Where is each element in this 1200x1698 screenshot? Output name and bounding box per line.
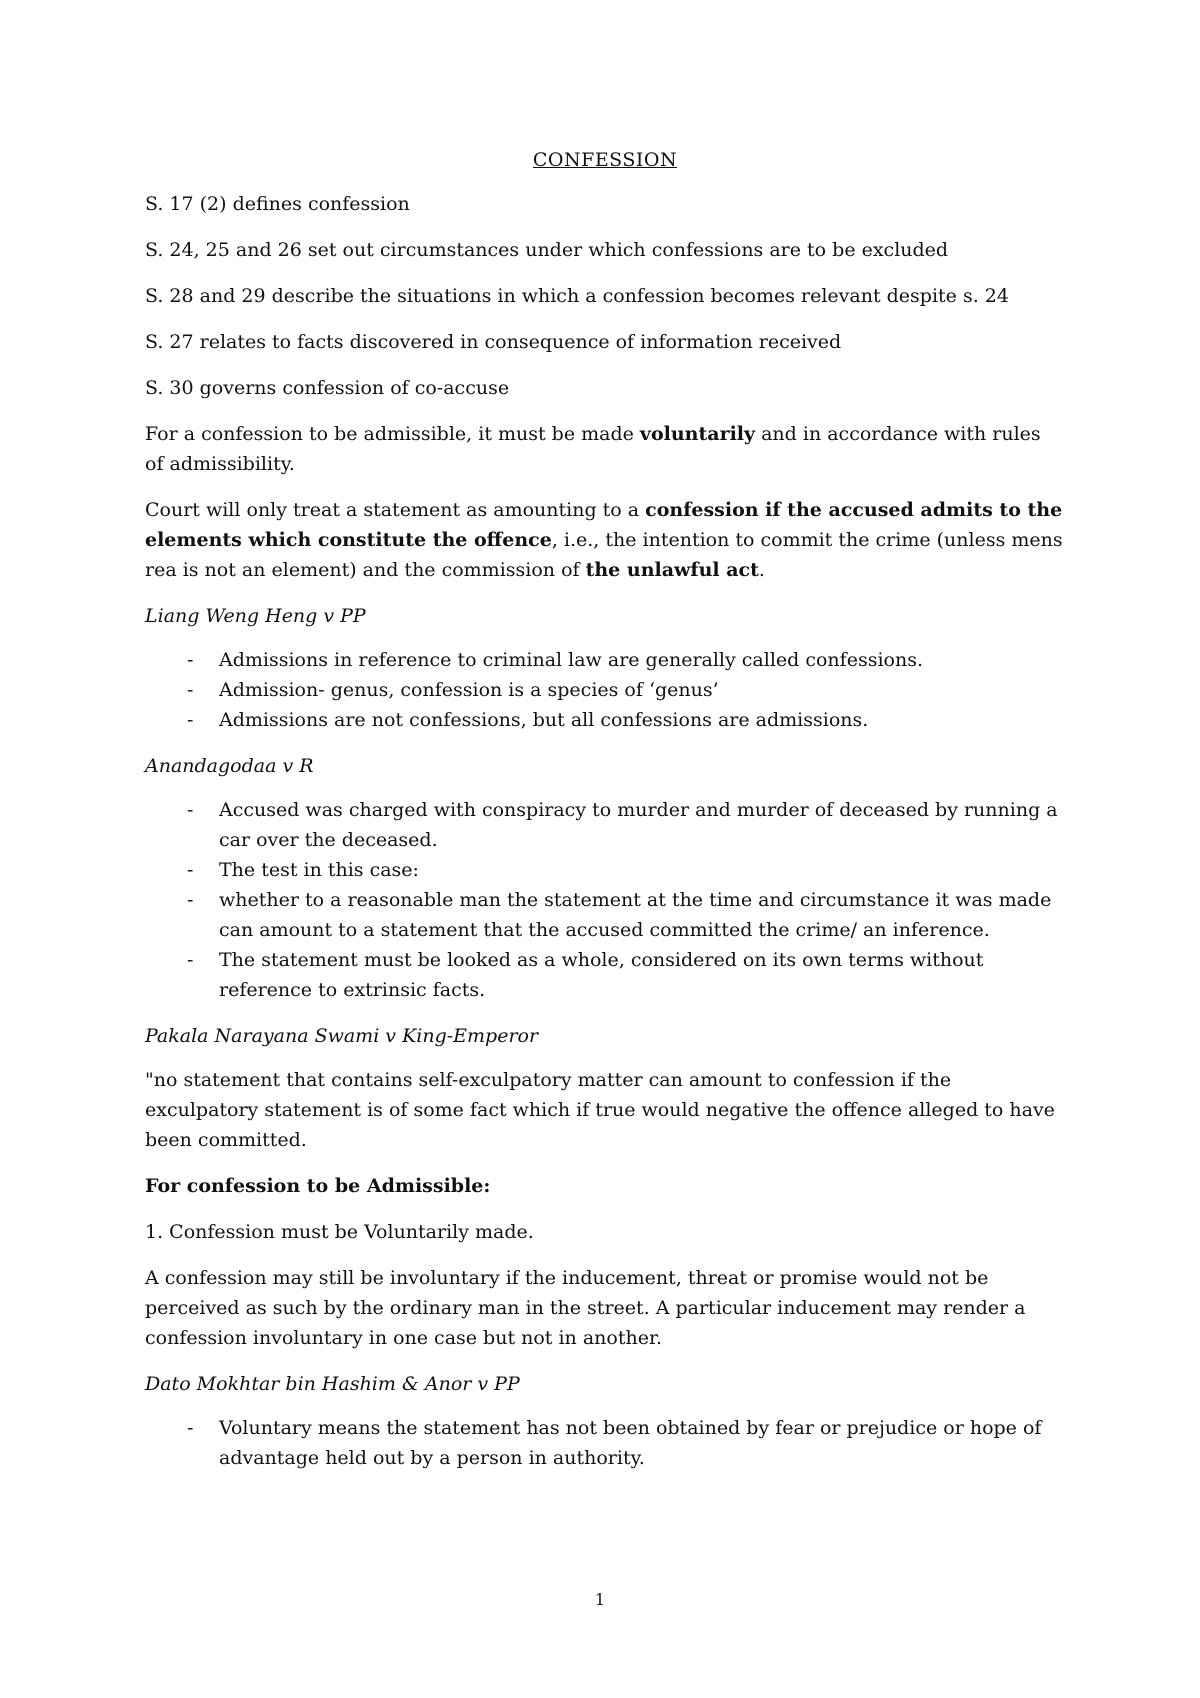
list-item: - Accused was charged with conspiracy to murder and murder of deceased by running a car over the deceased.: [145, 795, 1065, 855]
numbered-point: 1. Confession must be Voluntarily made.: [145, 1221, 534, 1243]
section-line: S. 24, 25 and 26 set out circumstances under which confessions are to be excluded: [145, 239, 949, 261]
list-item: - Admission- genus, confession is a species of ‘genus’: [145, 675, 1065, 705]
admissibility-paragraph: [145, 419, 1065, 479]
text-run: Court will only treat a statement as amounting to a: [145, 499, 646, 521]
page-title: CONFESSION: [532, 149, 678, 171]
court-paragraph: [145, 495, 1065, 585]
bold-run: the unlawful act: [585, 559, 759, 581]
case-quote: "no statement that contains self-exculpatory matter can amount to confession if the exculpatory statement is of some fact which if true would negative the offence alleged to have been committed.: [145, 1069, 1055, 1151]
section-line: S. 27 relates to facts discovered in consequence of information received: [145, 331, 842, 353]
bold-run: voluntarily: [639, 423, 756, 445]
case-name: Pakala Narayana Swami v King-Emperor: [145, 1025, 539, 1047]
case-name: Liang Weng Heng v PP: [145, 605, 366, 627]
text-run: , i.e., the intention to commit the crime (unless mens rea is not an element) and the commission of: [145, 529, 1063, 581]
text-run: For a confession to be admissible, it must be made: [145, 423, 640, 445]
text-run: and in accordance with rules of admissibility.: [145, 423, 1041, 475]
list-item: - The test in this case:: [145, 855, 1065, 885]
section-line: S. 28 and 29 describe the situations in which a confession becomes relevant despite s. 24: [145, 285, 1009, 307]
case-name: Anandagodaa v R: [145, 755, 314, 777]
document-body: [145, 146, 1065, 1489]
list-item: - Admissions are not confessions, but all confessions are admissions.: [145, 705, 1065, 735]
list-item: - Admissions in reference to criminal law are generally called confessions.: [145, 645, 1065, 675]
section-line: S. 17 (2) defines confession: [145, 193, 410, 215]
list-item: - Voluntary means the statement has not been obtained by fear or prejudice or hope of advantage held out by a person in authority.: [145, 1413, 1065, 1473]
text-run: .: [758, 559, 765, 581]
list-item: - whether to a reasonable man the statement at the time and circumstance it was made can amount to a statement that the accused committed the crime/ an inference.: [145, 885, 1065, 945]
involuntary-paragraph: A confession may still be involuntary if the inducement, threat or promise would not be perceived as such by the ordinary man in the street. A particular inducement may render a confession involuntary in one case but not in another.: [145, 1267, 1026, 1349]
list-item: - The statement must be looked as a whole, considered on its own terms without reference to extrinsic facts.: [145, 945, 1065, 1005]
section-heading: For confession to be Admissible:: [145, 1175, 491, 1197]
section-line: S. 30 governs confession of co-accuse: [145, 377, 510, 399]
page-number: 1: [594, 1590, 606, 1609]
case-points: [145, 645, 1065, 735]
case-points: [145, 1413, 1065, 1473]
bold-run: confession if the accused admits to the elements which constitute the offence: [145, 499, 1063, 551]
case-name: Dato Mokhtar bin Hashim & Anor v PP: [145, 1373, 520, 1395]
case-points: [145, 795, 1065, 1005]
